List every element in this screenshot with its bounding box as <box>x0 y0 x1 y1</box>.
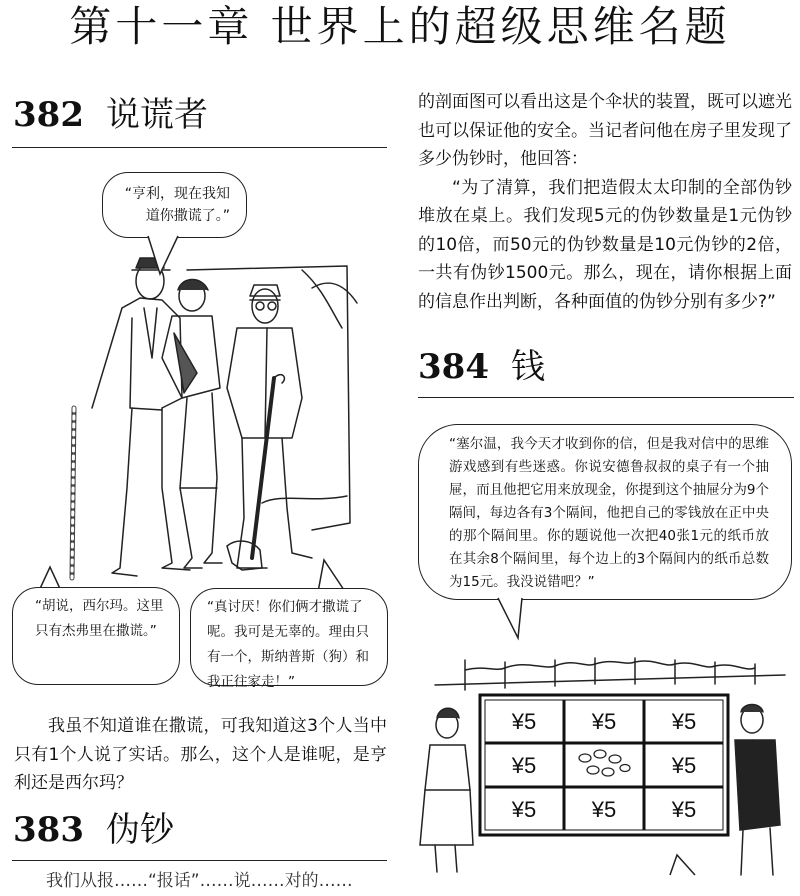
section-382-heading <box>13 95 208 135</box>
section-383-title: 伪钞 <box>105 810 174 850</box>
grid-cell-7: ¥5 <box>511 797 537 822</box>
section-384-title: 钱 <box>510 347 545 387</box>
speech-bubble-384 <box>418 424 792 600</box>
section-383-heading <box>13 810 174 850</box>
grid-cell-4: ¥5 <box>511 753 537 778</box>
woman-left-figure <box>420 708 473 872</box>
section-382-title: 说谎者 <box>105 95 208 135</box>
man-henry-figure <box>72 258 190 578</box>
question-text: 我虽不知道谁在撒谎，可我知道这3个人当中只有1个人说了实话。那么，这个人是谁呢，是亨利还是西尔玛？ <box>14 716 387 793</box>
bubble-tail-bottom <box>670 855 695 875</box>
grid-cell-8: ¥5 <box>591 797 617 822</box>
section-383-partial-line: 我们从报……“报话”……说……对的…… <box>46 871 353 891</box>
section-383-rule <box>12 860 387 861</box>
speech-text-top: “亨利，现在我知道你撒谎了。” <box>124 186 230 224</box>
cane-right <box>252 378 274 558</box>
section-384-rule <box>418 397 794 398</box>
section-383-continued <box>418 88 792 316</box>
speech-bubble-left <box>12 587 180 685</box>
speech-text-left: “胡说，西尔玛。这里只有杰弗里在撒谎。” <box>35 598 164 639</box>
speech-bubble-right <box>190 588 388 690</box>
continued-text: 的剖面图可以看出这是个伞状的装置，既可以遮光也可以保证他的安全。当记者问他在房子里发现了多少伪钞时，他回答： <box>418 92 792 169</box>
man-geoffrey-figure <box>227 285 312 568</box>
grid-cell-6: ¥5 <box>671 753 697 778</box>
chapter-title: 第十一章 世界上的超级思维名题 <box>69 2 731 51</box>
section-382-question <box>14 712 387 798</box>
scarf <box>174 333 197 393</box>
section-384-number: 384 <box>418 347 489 387</box>
speech-text-right: “真讨厌！你们俩才撒谎了呢。我可是无辜的。理由只有一个，斯纳普斯（狗）和我正往家走！” <box>207 599 369 690</box>
section-382-rule <box>12 147 387 148</box>
grid-cell-1: ¥5 <box>511 709 537 734</box>
speech-bubble-top <box>102 172 247 238</box>
speech-text-384: “塞尔温，我今天才收到你的信，但是我对信中的思维游戏感到有些迷惑。你说安德鲁叔叔的桌子有一个抽屉，而且他把它用来放现金，你提到这个抽屉分为9个隔间，每边各有3个隔间，他把自己的零钱放在正中央的那个隔间里。你的题说他一次把40张1元的纸币放在其余8个隔间里，每个边上的3个隔间内的纸币总数为15元。我没说错吧？” <box>449 436 769 590</box>
grid-cell-9: ¥5 <box>671 797 697 822</box>
grid-cell-2: ¥5 <box>591 709 617 734</box>
section-383-number: 383 <box>13 810 84 850</box>
woman-selma-figure <box>162 280 222 569</box>
drawer-illustration <box>425 640 795 875</box>
dog-snaps <box>227 541 262 570</box>
counterfeit-quote: “为了清算，我们把造假太太印制的全部伪钞堆放在桌上。我们发现5元的伪钞数量是1元伪钞的10倍，而50元的伪钞数量是10元伪钞的2倍，一共有伪钞1500元。那么，现在，请你根据上面的信息作出判断，各种面值的伪钞分别有多少?” <box>418 177 792 312</box>
bubble-tail-top <box>148 236 198 276</box>
section-384-heading <box>418 347 545 387</box>
man-right-figure <box>735 705 780 876</box>
grid-cell-3: ¥5 <box>671 709 697 734</box>
bubble-tail-384 <box>496 598 536 642</box>
section-382-number: 382 <box>13 95 84 135</box>
